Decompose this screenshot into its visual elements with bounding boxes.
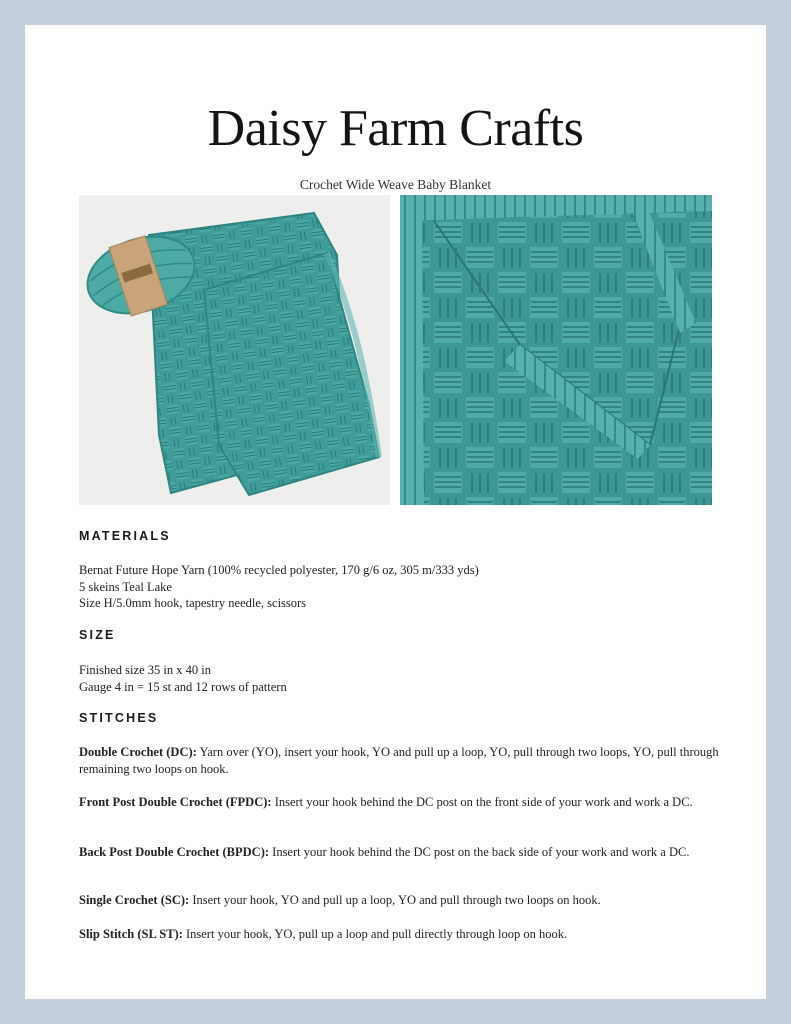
pattern-subtitle: Crochet Wide Weave Baby Blanket <box>299 177 492 192</box>
stitch-term: Back Post Double Crochet (BPDC): <box>79 845 270 859</box>
blanket-with-yarn-photo <box>79 195 390 505</box>
materials-list <box>79 562 719 612</box>
stitch-definition <box>79 744 719 777</box>
materials-line: Size H/5.0mm hook, tapestry needle, scissors <box>79 596 307 610</box>
brand-title: Daisy Farm Crafts <box>207 100 584 157</box>
pattern-page <box>25 25 766 999</box>
stitch-definition <box>79 892 719 909</box>
weave-closeup-photo <box>400 195 712 505</box>
stitch-term: Double Crochet (DC): <box>79 745 197 759</box>
size-line: Gauge 4 in = 15 st and 12 rows of pattern <box>79 679 287 694</box>
materials-line: Bernat Future Hope Yarn (100% recycled polyester, 170 g/6 oz, 305 m/333 yds) <box>79 563 479 577</box>
size-list <box>79 662 719 695</box>
materials-heading: MATERIALS <box>79 529 171 543</box>
stitches-heading: STITCHES <box>79 711 159 725</box>
stitch-description: Insert your hook behind the DC post on the back side of your work and work a DC. <box>269 845 690 859</box>
stitch-description: Insert your hook, YO, pull up a loop and pull directly through loop on hook. <box>182 927 568 941</box>
stitch-description: Insert your hook behind the DC post on the front side of your work and work a DC. <box>271 795 693 809</box>
size-line: Finished size 35 in x 40 in <box>79 663 211 677</box>
stitch-term: Slip Stitch (SL ST): <box>79 927 183 941</box>
size-heading: SIZE <box>79 628 116 642</box>
stitch-term: Front Post Double Crochet (FPDC): <box>79 795 272 809</box>
stitch-definition <box>79 844 719 861</box>
materials-line: 5 skeins Teal Lake <box>79 579 172 594</box>
stitch-definition <box>79 926 719 943</box>
stitch-definition <box>79 794 719 811</box>
stitch-description: Yarn over (YO), insert your hook, YO and pull up a loop, YO, pull through two loops, YO, pull through remaining two loops on hook. <box>79 745 719 776</box>
stitch-term: Single Crochet (SC): <box>79 893 190 907</box>
basketweave-closeup-icon <box>400 195 712 505</box>
folded-blanket-yarn-icon <box>79 195 390 505</box>
stitch-description: Insert your hook, YO and pull up a loop, YO and pull through two loops on hook. <box>189 893 601 907</box>
